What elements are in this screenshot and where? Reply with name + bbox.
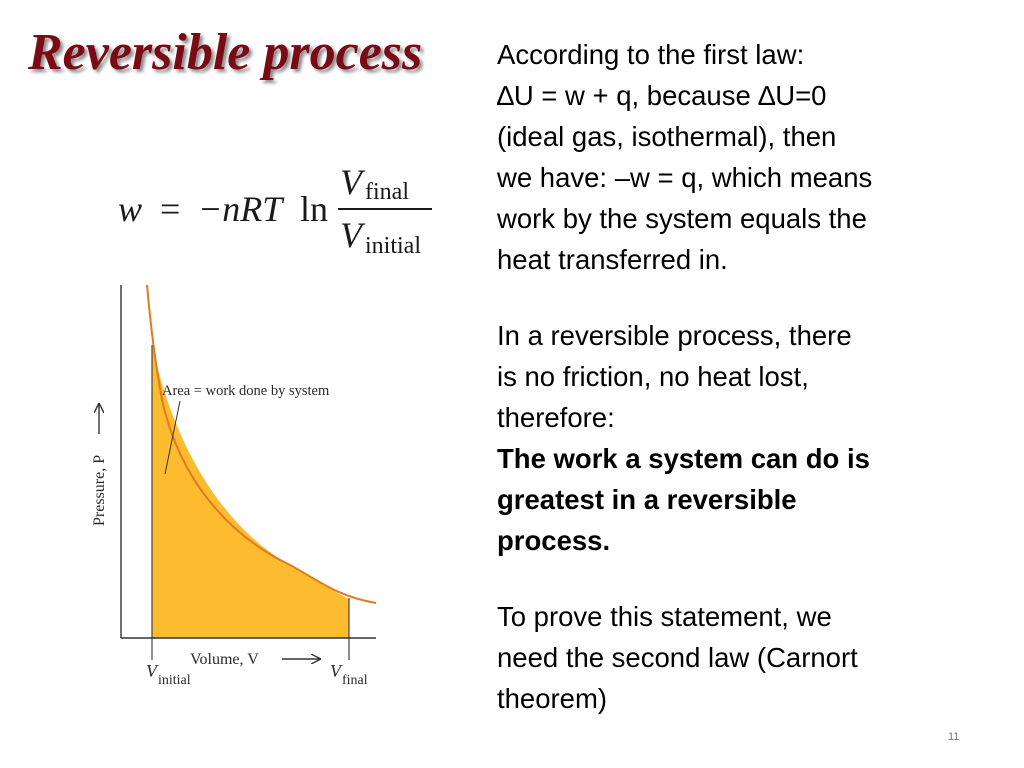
x-axis-label: Volume, V <box>190 651 259 668</box>
conclusion-bold: The work a system can do is <box>497 443 870 474</box>
equation-lhs: w <box>118 189 143 229</box>
explanation-text <box>497 34 997 719</box>
text-line: ∆U = w + q, because ∆U=0 <box>497 80 827 111</box>
text-line: To prove this statement, we <box>497 601 832 632</box>
area-annotation: Area = work done by system <box>162 383 330 399</box>
text-line: is no friction, no heat lost, <box>497 361 809 392</box>
x-tick-final-subscript: final <box>342 673 368 688</box>
equation-ln: ln <box>300 189 329 229</box>
conclusion-line <box>497 438 997 479</box>
conclusion-bold: process. <box>497 525 611 556</box>
text-line: heat transferred in. <box>497 244 728 275</box>
y-axis-label: Pressure, P <box>91 454 108 526</box>
text-line: In a reversible process, there <box>497 320 852 351</box>
paragraph-gap <box>497 280 997 315</box>
equation-denominator-symbol: V <box>340 215 362 255</box>
text-line: therefore: <box>497 402 615 433</box>
conclusion-line <box>497 520 997 561</box>
x-tick-initial-symbol: V <box>146 661 157 681</box>
conclusion-bold: greatest in a reversible <box>497 484 797 515</box>
page-number: 11 <box>948 731 960 743</box>
equation-numerator-symbol: V <box>340 162 362 202</box>
text-line: need the second law (Carnort <box>497 642 858 673</box>
equation-equals: = <box>160 189 181 229</box>
text-line: we have: –w = q, which means <box>497 162 873 193</box>
conclusion-line <box>497 479 997 520</box>
x-tick-initial-subscript: initial <box>158 673 191 688</box>
text-line: theorem) <box>497 683 608 714</box>
text-line: (ideal gas, isothermal), then <box>497 121 837 152</box>
equation-denominator-subscript: initial <box>365 233 421 259</box>
y-axis-label-group <box>91 404 108 526</box>
x-tick-final-symbol: V <box>330 661 341 681</box>
slide-title: Reversible process <box>28 24 423 81</box>
text-line: According to the first law: <box>497 39 805 70</box>
text-line: work by the system equals the <box>497 203 867 234</box>
paragraph-gap <box>497 561 997 596</box>
equation-coefficient: −nRT <box>198 189 283 229</box>
equation-numerator-subscript: final <box>365 179 409 205</box>
